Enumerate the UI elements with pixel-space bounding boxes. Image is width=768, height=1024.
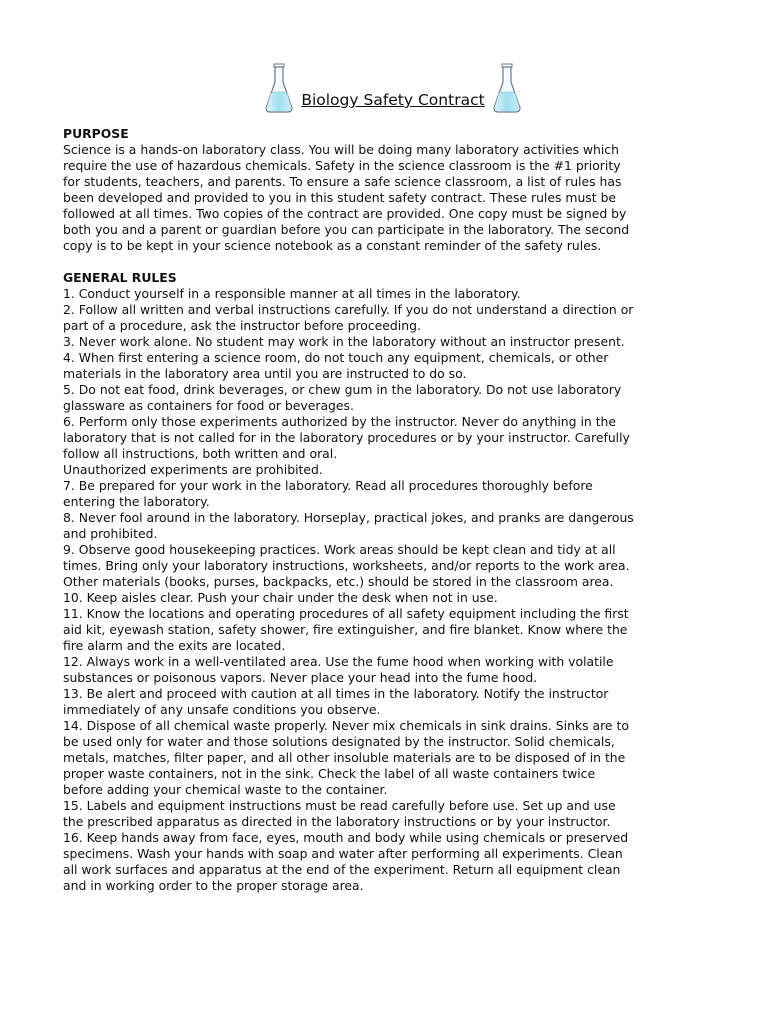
rule-15: 15. Labels and equipment instructions must be read carefully before use. Set up and use the prescribed apparatus as directed in the laboratory instructions or by your instructor. <box>63 798 616 829</box>
document-title: Biology Safety Contract <box>301 91 485 109</box>
rule-5: 5. Do not eat food, drink beverages, or chew gum in the laboratory. Do not use laboratory glassware as containers for food or beverages. <box>63 382 622 413</box>
purpose-text: Science is a hands-on laboratory class. You will be doing many laboratory activities which require the use of hazardous chemicals. Safety in the science classroom is the #1 priority for students, teachers, and parents. To ensure a safe science classroom, a list of rules has been developed and provided to you in this student safety contract. These rules must be followed at all times. Two copies of the contract are provided. One copy must be signed by both you and a parent or guardian before you can participate in the laboratory. The second copy is to be kept in your science notebook as a constant reminder of the safety rules. <box>63 142 630 253</box>
general-rules-heading: GENERAL RULES <box>63 270 177 285</box>
section-spacer <box>63 254 723 270</box>
purpose-heading: PURPOSE <box>63 126 129 141</box>
rule-16: 16. Keep hands away from face, eyes, mouth and body while using chemicals or preserved specimens. Wash your hands with soap and water after performing all experiments. Clean all work surfaces and apparatus at the end of the experiment. Return all equipment clean and in working order to the proper storage area. <box>63 830 629 893</box>
rule-12: 12. Always work in a well-ventilated area. Use the fume hood when working with volatile substances or poisonous vapors. Never place your head into the fume hood. <box>63 654 614 685</box>
rule-8: 8. Never fool around in the laboratory. Horseplay, practical jokes, and pranks are dangerous and prohibited. <box>63 510 634 541</box>
rule-2: 2. Follow all written and verbal instructions carefully. If you do not understand a direction or part of a procedure, ask the instructor before proceeding. <box>63 302 634 333</box>
rule-11: 11. Know the locations and operating procedures of all safety equipment including the first aid kit, eyewash station, safety shower, fire extinguisher, and fire blanket. Know where the fire alarm and the exits are located. <box>63 606 629 653</box>
rule-13: 13. Be alert and proceed with caution at all times in the laboratory. Notify the instructor immediately of any unsafe conditions you observe. <box>63 686 609 717</box>
title-row <box>63 60 723 116</box>
rule-7: 7. Be prepared for your work in the laboratory. Read all procedures thoroughly before entering the laboratory. <box>63 478 593 509</box>
purpose-section <box>63 126 723 254</box>
rule-4: 4. When first entering a science room, do not touch any equipment, chemicals, or other materials in the laboratory area until you are instructed to do so. <box>63 350 609 381</box>
erlenmeyer-flask-icon <box>491 62 523 114</box>
rule-14: 14. Dispose of all chemical waste properly. Never mix chemicals in sink drains. Sinks are to be used only for water and those solutions designated by the instructor. Solid chemicals, metals, matches, filter paper, and all other insoluble materials are to be disposed of in the proper waste containers, not in the sink. Check the label of all waste containers twice before adding your chemical waste to the container. <box>63 718 629 797</box>
rule-3: 3. Never work alone. No student may work in the laboratory without an instructor present. <box>63 334 625 349</box>
document-page <box>63 60 723 894</box>
general-rules-section <box>63 270 723 894</box>
rule-1: 1. Conduct yourself in a responsible manner at all times in the laboratory. <box>63 286 521 301</box>
rule-6: 6. Perform only those experiments authorized by the instructor. Never do anything in the laboratory that is not called for in the laboratory procedures or by your instructor. Carefully follow all instructions, both written and oral. Unauthorized experiments are prohibited. <box>63 414 630 477</box>
rule-9: 9. Observe good housekeeping practices. Work areas should be kept clean and tidy at all times. Bring only your laboratory instructions, worksheets, and/or reports to the work area. Other materials (books, purses, backpacks, etc.) should be stored in the classroom area. <box>63 542 630 589</box>
rule-10: 10. Keep aisles clear. Push your chair under the desk when not in use. <box>63 590 498 605</box>
erlenmeyer-flask-icon <box>263 62 295 114</box>
